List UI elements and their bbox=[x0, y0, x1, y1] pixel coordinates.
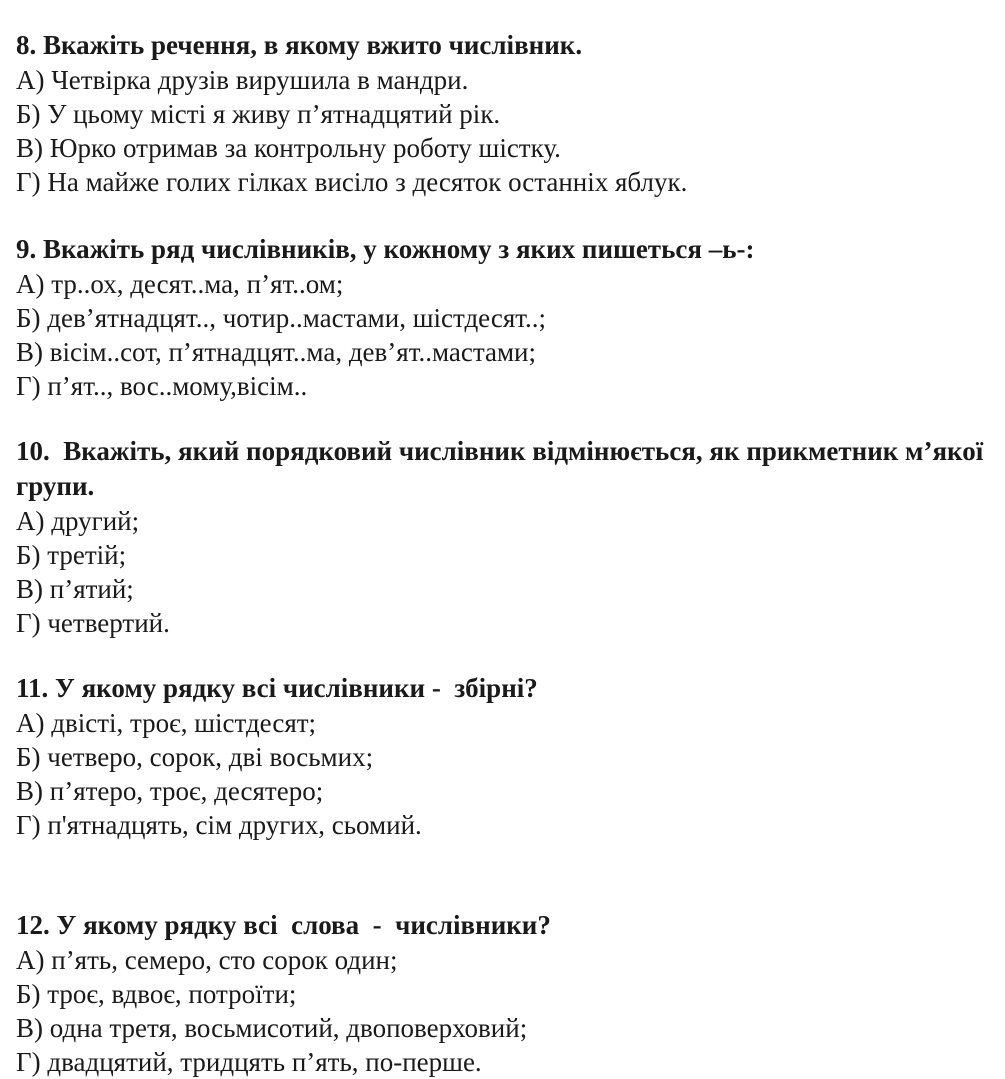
option-a: А) двісті, троє, шістдесят; bbox=[16, 708, 317, 738]
question-title: 11. У якому рядку всі числівники - збірні? bbox=[16, 673, 538, 703]
option-d: Г) На майже голих гілках висіло з десяток останніх яблук. bbox=[16, 167, 688, 197]
option-b: Б) третій; bbox=[16, 540, 127, 570]
question-9 bbox=[16, 232, 754, 403]
option-c: В) п’ятий; bbox=[16, 574, 134, 604]
option-c: В) одна третя, восьмисотий, двоповерховий; bbox=[16, 1013, 528, 1043]
option-d: Г) п'ятнадцять, сім других, сьомий. bbox=[16, 810, 422, 840]
option-d: Г) двадцятий, тридцять п’ять, по-перше. bbox=[16, 1047, 482, 1077]
option-c: В) Юрко отримав за контрольну роботу шістку. bbox=[16, 133, 561, 163]
question-10 bbox=[16, 434, 1001, 640]
option-a: А) Четвірка друзів вирушила в мандри. bbox=[16, 65, 469, 95]
question-title: 10. Вкажіть, який порядковий числівник відмінюється, як прикметник м’якої групи. bbox=[16, 436, 991, 501]
question-8 bbox=[16, 28, 687, 199]
option-a: А) п’ять, семеро, сто сорок один; bbox=[16, 945, 398, 975]
question-12 bbox=[16, 908, 551, 1079]
option-d: Г) п’ят.., вос..мому,вісім.. bbox=[16, 371, 308, 401]
option-c: В) вісім..сот, п’ятнадцят..ма, дев’ят..мастами; bbox=[16, 337, 536, 367]
question-11 bbox=[16, 671, 538, 842]
question-title: 8. Вкажіть речення, в якому вжито числівник. bbox=[16, 30, 583, 60]
question-title: 12. У якому рядку всі слова - числівники? bbox=[16, 910, 551, 940]
question-title: 9. Вкажіть ряд числівників, у кожному з яких пишеться –ь-: bbox=[16, 234, 755, 264]
option-d: Г) четвертий. bbox=[16, 608, 170, 638]
option-a: А) тр..ох, десят..ма, п’ят..ом; bbox=[16, 269, 344, 299]
option-a: А) другий; bbox=[16, 506, 140, 536]
option-c: В) п’ятеро, троє, десятеро; bbox=[16, 776, 324, 806]
option-b: Б) У цьому місті я живу п’ятнадцятий рік. bbox=[16, 99, 501, 129]
option-b: Б) четверо, сорок, дві восьмих; bbox=[16, 742, 374, 772]
option-b: Б) дев’ятнадцят.., чотир..мастами, шістдесят..; bbox=[16, 303, 547, 333]
option-b: Б) троє, вдвоє, потроїти; bbox=[16, 979, 297, 1009]
